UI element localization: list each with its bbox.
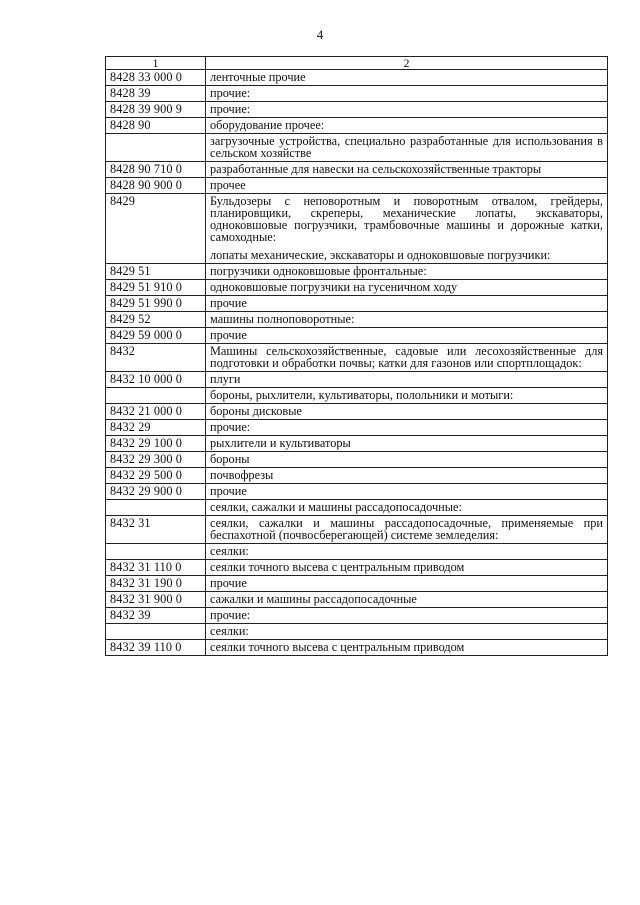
description-cell [206, 372, 608, 388]
table-row [106, 576, 608, 592]
description-cell [206, 516, 608, 544]
description-cell [206, 560, 608, 576]
code-cell: 8429 59 000 0 [106, 328, 206, 344]
code-cell: 8432 31 190 0 [106, 576, 206, 592]
description-text: плуги [210, 372, 241, 386]
description-text: Бульдозеры с неповоротным и поворотным отвалом, грейдеры, планировщики, скреперы, механические лопаты, экскаваторы, одноковшовые погрузчики, трамбовочные машины и дорожные катки, самоходные: [210, 194, 603, 244]
description-text: прочее [210, 178, 246, 192]
description-cell [206, 404, 608, 420]
description-text: прочие: [210, 608, 251, 622]
description-text: прочие [210, 484, 247, 498]
description-text: почвофрезы [210, 468, 274, 482]
description-text: сеялки точного высева с центральным приводом [210, 640, 465, 654]
table-row [106, 640, 608, 656]
description-cell [206, 452, 608, 468]
description-cell [206, 592, 608, 608]
column-header-description: 2 [206, 57, 608, 70]
table-row [106, 162, 608, 178]
description-cell [206, 624, 608, 640]
code-cell: 8432 29 300 0 [106, 452, 206, 468]
description-cell [206, 178, 608, 194]
description-cell [206, 544, 608, 560]
description-cell [206, 328, 608, 344]
description-cell [206, 86, 608, 102]
description-text: прочие [210, 296, 247, 310]
description-text: лопаты механические, экскаваторы и одноковшовые погрузчики: [210, 248, 551, 262]
description-text: сеялки: [210, 544, 249, 558]
description-text: сеялки точного высева с центральным приводом [210, 560, 465, 574]
description-text: прочие: [210, 86, 251, 100]
page-number: 4 [316, 27, 324, 42]
table-row [106, 544, 608, 560]
table-row [106, 404, 608, 420]
description-cell [206, 420, 608, 436]
description-text: машины полноповоротные: [210, 312, 355, 326]
code-cell: 8428 90 900 0 [106, 178, 206, 194]
code-cell: 8428 33 000 0 [106, 70, 206, 86]
description-cell [206, 134, 608, 162]
code-cell: 8428 39 [106, 86, 206, 102]
code-cell: 8428 90 [106, 118, 206, 134]
description-text: сеялки, сажалки и машины рассадопосадочные: [210, 500, 462, 514]
tariff-code-table [105, 56, 608, 656]
description-cell [206, 296, 608, 312]
code-cell: 8432 21 000 0 [106, 404, 206, 420]
table-row [106, 452, 608, 468]
code-cell: 8432 31 900 0 [106, 592, 206, 608]
description-text: бороны, рыхлители, культиваторы, полольники и мотыги: [210, 388, 514, 402]
code-cell: 8432 29 [106, 420, 206, 436]
description-text: разработанные для навески на сельскохозяйственные тракторы [210, 162, 542, 176]
description-cell [206, 468, 608, 484]
table-row [106, 420, 608, 436]
table-row [106, 468, 608, 484]
table-row [106, 560, 608, 576]
description-cell [206, 500, 608, 516]
table-row [106, 500, 608, 516]
code-cell: 8429 51 910 0 [106, 280, 206, 296]
table-row [106, 328, 608, 344]
table-row [106, 296, 608, 312]
table-row [106, 118, 608, 134]
description-cell [206, 194, 608, 264]
code-cell [106, 134, 206, 162]
description-text: бороны [210, 452, 250, 466]
code-cell: 8429 51 990 0 [106, 296, 206, 312]
table-header-row [106, 57, 608, 70]
table-row [106, 312, 608, 328]
description-text: прочие: [210, 102, 251, 116]
description-text: сажалки и машины рассадопосадочные [210, 592, 417, 606]
code-cell: 8429 52 [106, 312, 206, 328]
code-cell: 8429 51 [106, 264, 206, 280]
description-cell [206, 344, 608, 372]
table-row [106, 592, 608, 608]
table-row [106, 372, 608, 388]
description-text: оборудование прочее: [210, 118, 325, 132]
description-cell [206, 640, 608, 656]
description-text: бороны дисковые [210, 404, 302, 418]
description-cell [206, 162, 608, 178]
description-cell [206, 608, 608, 624]
code-cell: 8432 39 [106, 608, 206, 624]
code-cell: 8432 39 110 0 [106, 640, 206, 656]
code-cell: 8432 29 500 0 [106, 468, 206, 484]
description-text: рыхлители и культиваторы [210, 436, 351, 450]
description-cell [206, 70, 608, 86]
description-text: одноковшовые погрузчики на гусеничном ходу [210, 280, 458, 294]
table-row [106, 280, 608, 296]
description-text: загрузочные устройства, специально разработанные для использования в сельском хозяйстве [210, 134, 603, 160]
table-row [106, 70, 608, 86]
description-cell [206, 436, 608, 452]
code-cell [106, 388, 206, 404]
description-text: Машины сельскохозяйственные, садовые или лесохозяйственные для подготовки и обработки почвы; катки для газонов или спортплощадок: [210, 344, 603, 370]
description-text: ленточные прочие [210, 70, 306, 84]
description-text: погрузчики одноковшовые фронтальные: [210, 264, 427, 278]
description-cell [206, 388, 608, 404]
description-text: прочие [210, 576, 247, 590]
code-cell [106, 544, 206, 560]
description-cell [206, 118, 608, 134]
table-row [106, 608, 608, 624]
description-text: сеялки: [210, 624, 249, 638]
description-cell [206, 576, 608, 592]
code-cell: 8429 [106, 194, 206, 264]
description-text: сеялки, сажалки и машины рассадопосадочные, применяемые при беспахотной (почвосберегающей) системе земледелия: [210, 516, 603, 542]
column-header-code: 1 [106, 57, 206, 70]
table-row [106, 344, 608, 372]
description-text: прочие: [210, 420, 251, 434]
code-cell: 8432 10 000 0 [106, 372, 206, 388]
code-cell [106, 624, 206, 640]
description-cell [206, 484, 608, 500]
table-row [106, 194, 608, 264]
table-row [106, 102, 608, 118]
description-cell [206, 312, 608, 328]
code-cell: 8428 39 900 9 [106, 102, 206, 118]
description-cell [206, 264, 608, 280]
table-row [106, 436, 608, 452]
code-cell: 8432 31 [106, 516, 206, 544]
code-cell: 8432 29 900 0 [106, 484, 206, 500]
code-cell [106, 500, 206, 516]
table-row [106, 624, 608, 640]
description-text: прочие [210, 328, 247, 342]
code-cell: 8432 29 100 0 [106, 436, 206, 452]
table-row [106, 134, 608, 162]
table-row [106, 264, 608, 280]
table-body [106, 70, 608, 656]
table-row [106, 484, 608, 500]
description-cell [206, 280, 608, 296]
description-cell [206, 102, 608, 118]
code-cell: 8432 [106, 344, 206, 372]
code-cell: 8432 31 110 0 [106, 560, 206, 576]
table-row [106, 388, 608, 404]
code-cell: 8428 90 710 0 [106, 162, 206, 178]
table-row [106, 516, 608, 544]
table-row [106, 178, 608, 194]
table-row [106, 86, 608, 102]
